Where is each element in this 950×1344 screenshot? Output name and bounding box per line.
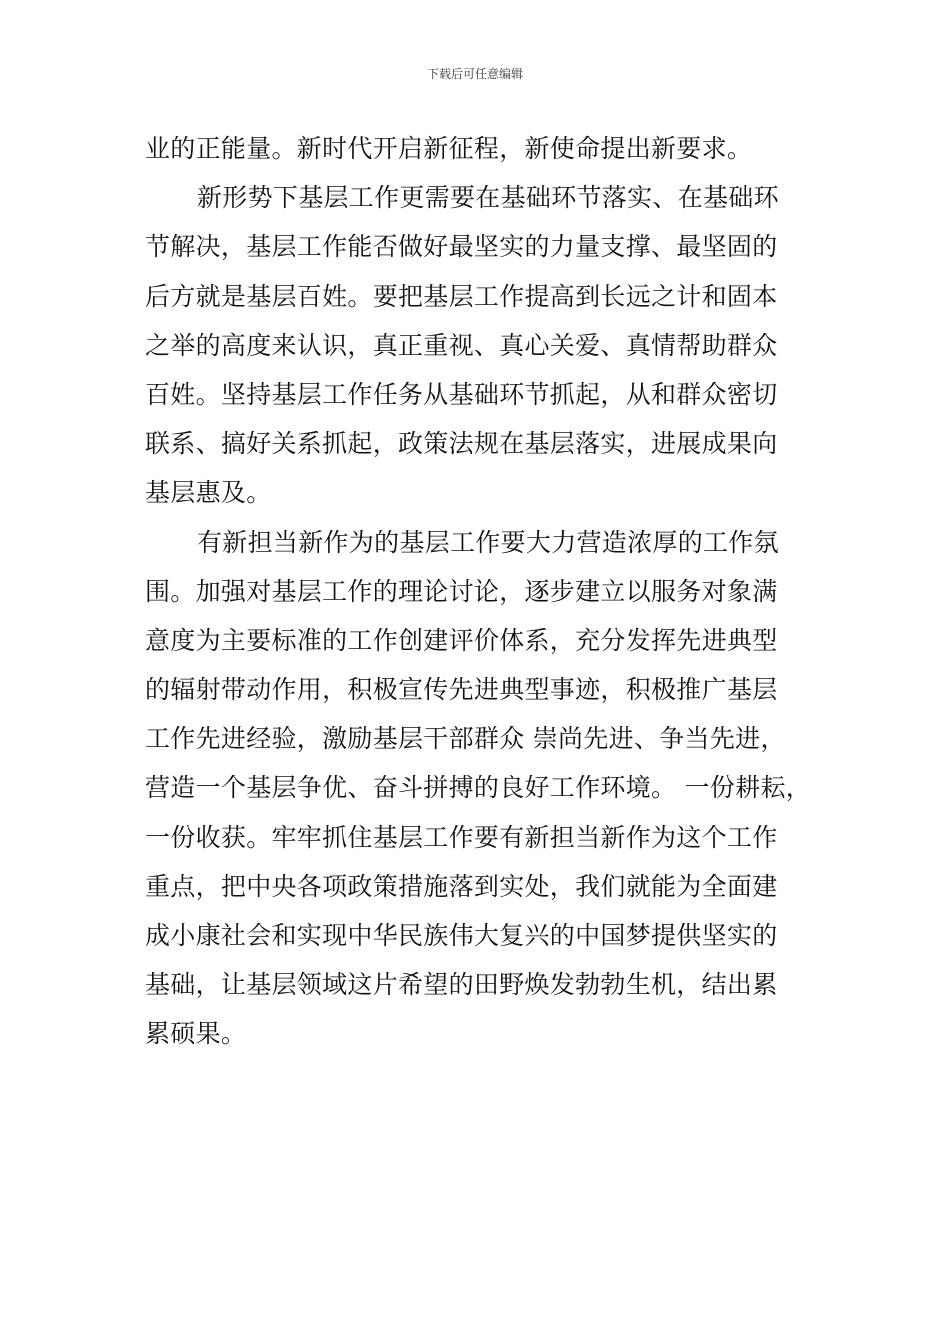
text-line: 后方就是基层百姓。要把基层工作提高到长远之计和固本 <box>145 281 778 311</box>
text-line: 基层惠及。 <box>145 478 272 508</box>
text-line: 联系、搞好关系抓起，政策法规在基层落实，进展成果向 <box>145 429 778 459</box>
paragraph <box>145 518 835 1059</box>
paragraph <box>145 124 835 173</box>
text-line: 业的正能量。新时代开启新征程，新使命提出新要求。 <box>145 134 753 163</box>
page-header: 下载后可任意编辑 <box>426 67 523 81</box>
text-line: 有新担当新作为的基层工作要大力营造浓厚的工作氛 <box>197 527 779 557</box>
text-line: 围。加强对基层工作的理论讨论，逐步建立以服务对象满 <box>145 576 778 606</box>
text-line: 重点，把中央各项政策措施落到实处，我们就能为全面建 <box>145 871 778 901</box>
text-line: 新形势下基层工作更需要在基础环节落实、在基础环 <box>197 183 779 213</box>
text-line: 营造一个基层争优、奋斗拼搏的良好工作环境。 一份耕耘， <box>145 773 812 803</box>
text-line: 工作先进经验，激励基层干部群众 崇尚先进、争当先进， <box>145 724 786 754</box>
text-line: 节解决，基层工作能否做好最坚实的力量支撑、最坚固的 <box>145 232 778 262</box>
text-line: 的辐射带动作用，积极宣传先进典型事迹，积极推广基层 <box>145 675 778 705</box>
text-line: 之举的高度来认识，真正重视、真心关爱、真情帮助群众 <box>145 330 778 360</box>
text-line: 累硕果。 <box>145 1019 247 1049</box>
text-line: 成小康社会和实现中华民族伟大复兴的中国梦提供坚实的 <box>145 921 778 950</box>
text-line: 意度为主要标准的工作创建评价体系，充分发挥先进典型 <box>145 625 778 655</box>
text-line: 一份收获。牢牢抓住基层工作要有新担当新作为这个工作 <box>145 822 778 852</box>
text-line: 百姓。坚持基层工作任务从基础环节抓起，从和群众密切 <box>145 379 778 409</box>
paragraph <box>145 173 835 517</box>
text-line: 基础，让基层领域这片希望的田野焕发勃勃生机，结出累 <box>145 970 778 1000</box>
document-body <box>145 124 835 1059</box>
